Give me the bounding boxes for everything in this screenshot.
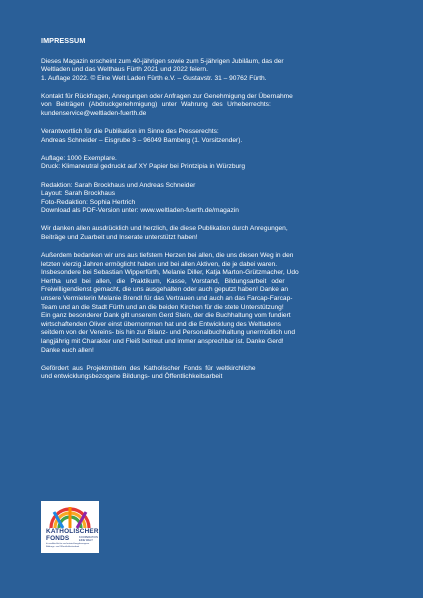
thanks-detail-line: letzten vierzig Jahren ermöglicht haben und bei allen Aktiven, die je dabei waren. (41, 260, 278, 268)
thanks-detail-line: langjährig mit Charakter und Fleiß betreut und immer ansprechbar ist. Danke Gerd! (41, 338, 284, 346)
thanks-detail-line: seitdem von der Vereins- bis hin zur Bilanz- und Personalbuchhaltung unermüdlich und (41, 329, 296, 337)
intro-line: 1. Auflage 2022. © Eine Welt Laden Fürth e.V. – Gustavstr. 31 – 90762 Fürth. (41, 74, 267, 82)
thanks-line: Wir danken allen ausdrücklich und herzlich, die diese Publikation durch Anregungen, (41, 225, 288, 233)
logo-subtitle: KOOPERATION EINE WELT (79, 536, 98, 542)
page-title: IMPRESSUM (41, 36, 86, 45)
impressum-page (41, 37, 383, 391)
funding-line: und entwicklungsbezogene Bildungs- und Öffentlichkeitsarbeit (41, 373, 223, 381)
logo-title-line1: KATHOLISCHER (46, 528, 99, 535)
logo-title-line2: FONDS (46, 534, 70, 542)
thanks-detail-line: Danke euch allen! (41, 346, 94, 354)
print-paragraph (41, 155, 383, 172)
credits-line: Foto-Redaktion: Sophia Hertrich (41, 198, 136, 206)
thanks-detail-line: Ein ganz besonderer Dank gilt unserem Gerd Stein, der die Buchhaltung vom fundiert (41, 312, 291, 320)
credits-paragraph (41, 182, 383, 216)
contact-line: von Beiträgen (Abdruckgenehmigung) unter Wahrung des Urheberrechts: (41, 101, 271, 109)
funding-paragraph (41, 365, 383, 382)
contact-line: Kontakt für Rückfragen, Anregungen oder Anfragen zur Genehmigung der Übernahme (41, 92, 293, 100)
contact-paragraph (41, 93, 383, 119)
credits-line: Redaktion: Sarah Brockhaus und Andreas Schneider (41, 181, 196, 189)
logo-small-text: für weltkirchliche und entwicklungsbezogene Bildungs- und Öffentlichkeitsarbeit (46, 543, 90, 548)
thanks-detail-line: unsere Vermieterin Melanie Brendl für das Vertrauen und auch an das Farcap-Farcap- (41, 295, 293, 303)
intro-paragraph (41, 58, 383, 84)
logo-arcs-icon (41, 501, 99, 531)
thanks-general-paragraph (41, 225, 383, 242)
thanks-line: Beiträge und Zuarbeit und Inserate unterstützt haben! (41, 234, 198, 241)
credits-line: Layout: Sarah Brockhaus (41, 190, 116, 198)
thanks-detail-paragraph (41, 252, 383, 355)
thanks-detail-line: wirtschaftenden Oliver einst übernommen hat und die Entwicklung des Weltladens (41, 320, 281, 328)
responsible-paragraph (41, 128, 383, 145)
responsible-line: Verantwortlich für die Publikation im Sinne des Presserechts: (41, 128, 219, 136)
intro-line: Dieses Magazin erscheint zum 40-jährigen sowie zum 5-jährigen Jubiläum, das der (41, 57, 284, 65)
print-line: Auflage: 1000 Exemplare. (41, 154, 117, 162)
thanks-detail-line: Hertha und bei allen, die Praktikum, Kasse, Vorstand, Bildungsarbeit oder (41, 277, 285, 285)
funding-line: Gefördert aus Projektmitteln des Katholischer Fonds für weltkirchliche (41, 364, 256, 372)
intro-line: Weltladen und das Welthaus Fürth 2021 und 2022 feiern. (41, 66, 208, 74)
responsible-line: Andreas Schneider – Eisgrube 3 – 96049 Bamberg (1. Vorsitzender). (41, 136, 243, 144)
download-link[interactable]: Download als PDF-Version unter: www.weltladen-fuerth.de/magazin (41, 207, 239, 215)
contact-email[interactable]: kundenservice@weltladen-fuerth.de (41, 110, 147, 118)
thanks-detail-line: Insbesondere bei Sebastian Wipperfürth, Melanie Diller, Katja Marton-Grützmacher, Udo (41, 269, 299, 277)
katholischer-fonds-logo (41, 501, 99, 553)
thanks-detail-line: Team und an die Stadt Fürth und an die beiden Kirchen für die stete Unterstützung! (41, 303, 284, 311)
print-line: Druck: Klimaneutral gedruckt auf XY Papier bei Printzipia in Würzburg (41, 163, 246, 171)
thanks-detail-line: Freiwilligendienst gemacht, die uns ausgehalten oder auch geputzt haben! Danke an (41, 286, 289, 294)
thanks-detail-line: Außerdem bedanken wir uns aus tiefstem Herzen bei allen, die uns diesen Weg in den (41, 252, 294, 260)
